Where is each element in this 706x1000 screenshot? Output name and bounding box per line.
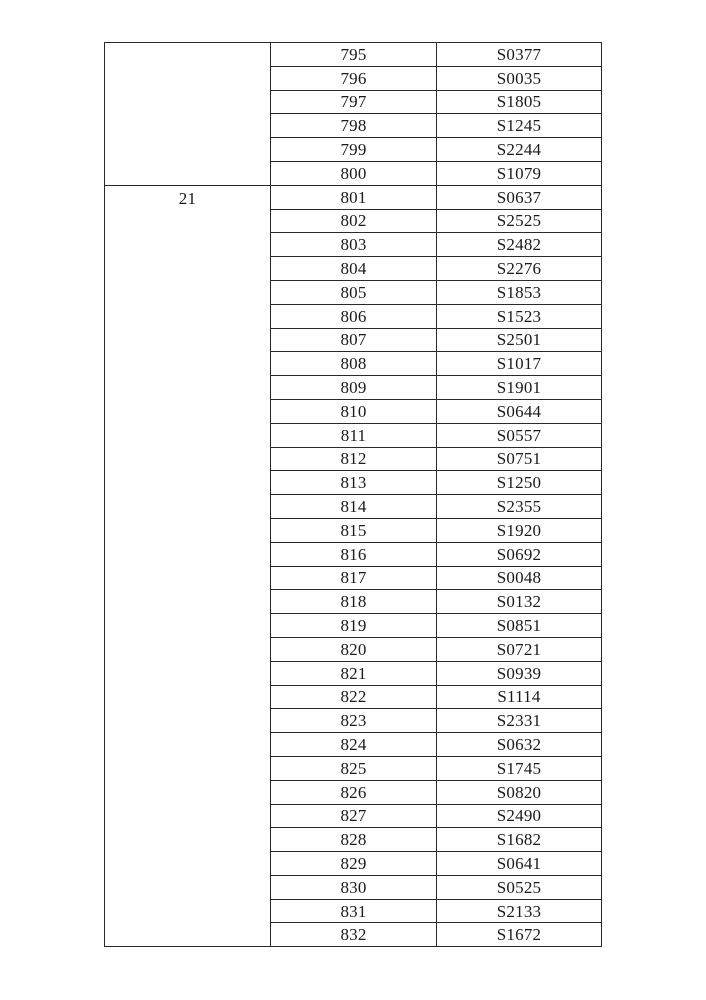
code-cell: S2501: [437, 328, 602, 352]
group-number-cell: [105, 43, 271, 186]
serial-number-cell: 810: [271, 399, 437, 423]
code-cell: S2482: [437, 233, 602, 257]
serial-number-cell: 802: [271, 209, 437, 233]
code-cell: S0751: [437, 447, 602, 471]
code-cell: S2525: [437, 209, 602, 233]
serial-number-cell: 822: [271, 685, 437, 709]
code-cell: S0525: [437, 875, 602, 899]
serial-number-cell: 820: [271, 637, 437, 661]
serial-number-cell: 814: [271, 495, 437, 519]
code-cell: S1523: [437, 304, 602, 328]
code-cell: S0692: [437, 542, 602, 566]
serial-number-cell: 806: [271, 304, 437, 328]
serial-number-cell: 824: [271, 733, 437, 757]
code-cell: S0132: [437, 590, 602, 614]
code-cell: S1745: [437, 756, 602, 780]
serial-number-cell: 823: [271, 709, 437, 733]
serial-number-cell: 821: [271, 661, 437, 685]
serial-number-cell: 832: [271, 923, 437, 947]
table-row: [105, 185, 602, 209]
group-number-cell: 21: [105, 185, 271, 947]
code-cell: S0637: [437, 185, 602, 209]
code-cell: S0644: [437, 399, 602, 423]
serial-number-cell: 826: [271, 780, 437, 804]
serial-number-cell: 829: [271, 852, 437, 876]
serial-number-cell: 815: [271, 518, 437, 542]
code-cell: S2133: [437, 899, 602, 923]
code-cell: S1682: [437, 828, 602, 852]
code-cell: S2244: [437, 138, 602, 162]
serial-number-cell: 828: [271, 828, 437, 852]
serial-number-cell: 796: [271, 66, 437, 90]
serial-number-cell: 804: [271, 257, 437, 281]
code-cell: S1920: [437, 518, 602, 542]
serial-number-cell: 825: [271, 756, 437, 780]
serial-number-cell: 818: [271, 590, 437, 614]
code-cell: S0820: [437, 780, 602, 804]
serial-number-cell: 805: [271, 280, 437, 304]
code-cell: S0048: [437, 566, 602, 590]
serial-number-cell: 803: [271, 233, 437, 257]
code-cell: S1853: [437, 280, 602, 304]
serial-number-cell: 799: [271, 138, 437, 162]
code-cell: S0557: [437, 423, 602, 447]
code-cell: S2355: [437, 495, 602, 519]
code-cell: S1079: [437, 161, 602, 185]
serial-number-cell: 795: [271, 43, 437, 67]
serial-number-cell: 808: [271, 352, 437, 376]
code-cell: S0851: [437, 614, 602, 638]
code-cell: S1114: [437, 685, 602, 709]
code-cell: S0035: [437, 66, 602, 90]
code-cell: S1805: [437, 90, 602, 114]
code-cell: S2490: [437, 804, 602, 828]
table-body: [105, 43, 602, 947]
code-cell: S0641: [437, 852, 602, 876]
code-cell: S0721: [437, 637, 602, 661]
code-cell: S0632: [437, 733, 602, 757]
serial-number-cell: 819: [271, 614, 437, 638]
code-cell: S2276: [437, 257, 602, 281]
code-cell: S1245: [437, 114, 602, 138]
serial-number-cell: 797: [271, 90, 437, 114]
code-cell: S1672: [437, 923, 602, 947]
serial-number-cell: 801: [271, 185, 437, 209]
serial-number-cell: 813: [271, 471, 437, 495]
serial-number-cell: 800: [271, 161, 437, 185]
serial-number-cell: 816: [271, 542, 437, 566]
serial-number-cell: 812: [271, 447, 437, 471]
number-table: [104, 42, 602, 947]
code-cell: S1250: [437, 471, 602, 495]
serial-number-cell: 798: [271, 114, 437, 138]
serial-number-cell: 809: [271, 376, 437, 400]
serial-number-cell: 830: [271, 875, 437, 899]
serial-number-cell: 831: [271, 899, 437, 923]
serial-number-cell: 807: [271, 328, 437, 352]
code-cell: S2331: [437, 709, 602, 733]
code-cell: S0939: [437, 661, 602, 685]
code-cell: S0377: [437, 43, 602, 67]
table-row: [105, 43, 602, 67]
code-cell: S1017: [437, 352, 602, 376]
serial-number-cell: 817: [271, 566, 437, 590]
serial-number-cell: 811: [271, 423, 437, 447]
code-cell: S1901: [437, 376, 602, 400]
serial-number-cell: 827: [271, 804, 437, 828]
